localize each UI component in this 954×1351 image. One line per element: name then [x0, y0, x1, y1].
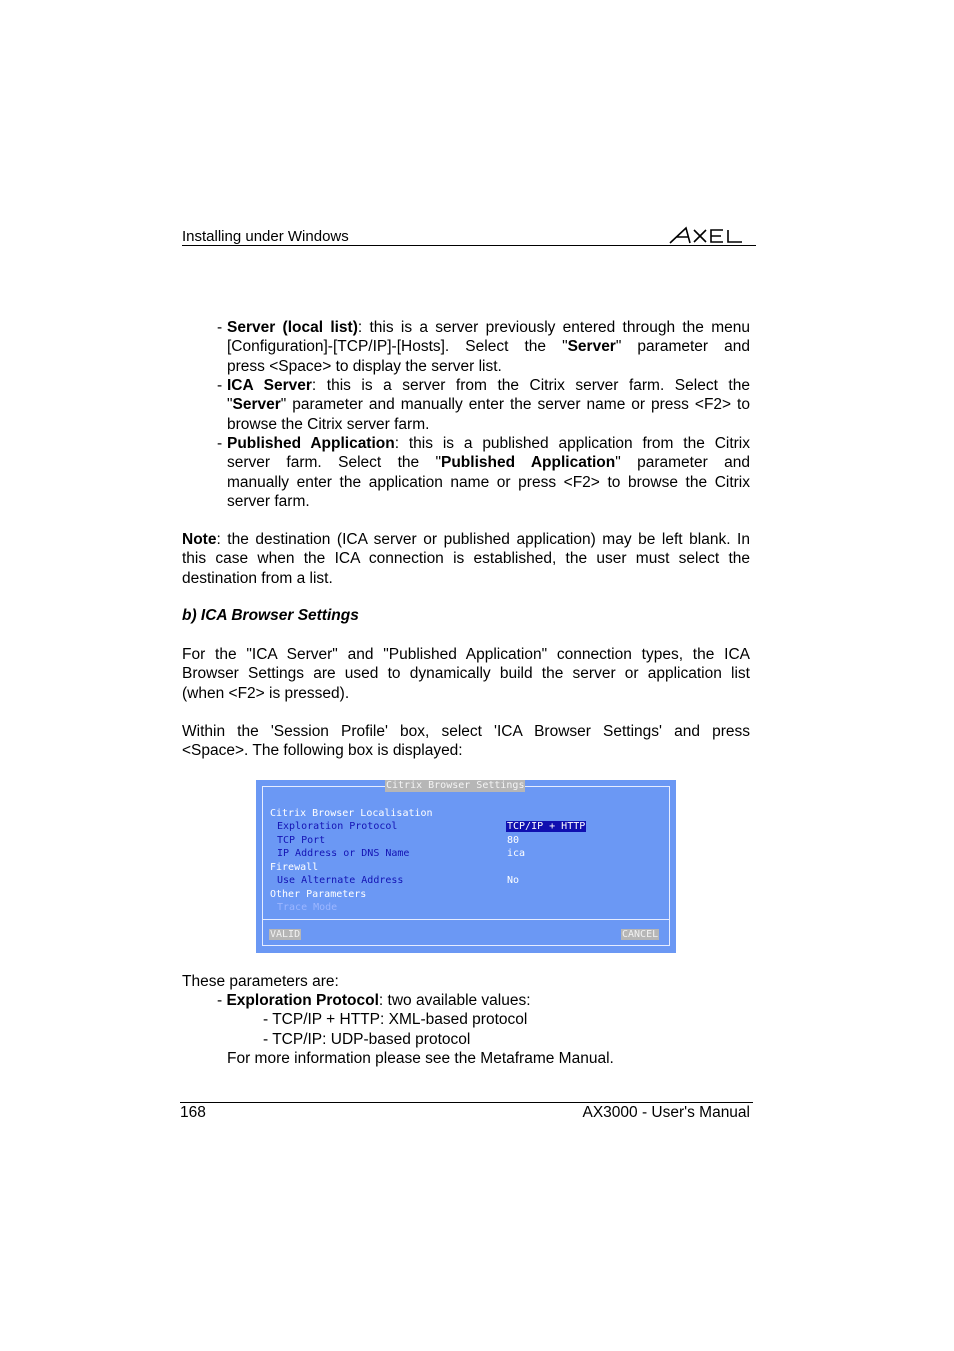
tcp-port-value[interactable]: 80 — [507, 835, 520, 846]
manual-title: AX3000 - User's Manual — [582, 1104, 750, 1121]
bullet-line: manually enter the application name or press <F2> to browse the Citrix — [227, 473, 750, 491]
running-header: Installing under Windows — [182, 228, 349, 245]
note-line: destination from a list. — [182, 569, 333, 587]
paragraph-browser-settings: For the "ICA Server" and "Published Application" connection types, the ICA Browser Settings are used to dynamically build the server or application list (when <F2> is pressed). — [182, 646, 750, 702]
bullet-line: browse the Citrix server farm. — [227, 415, 430, 433]
more-info: For more information please see the Metaframe Manual. — [227, 1050, 614, 1067]
alternate-address-value[interactable]: No — [507, 875, 520, 886]
tcp-port-label[interactable]: TCP Port — [277, 835, 326, 846]
alternate-address-label[interactable]: Use Alternate Address — [277, 875, 404, 886]
value-tcpip: - TCP/IP: UDP-based protocol — [263, 1031, 471, 1048]
trace-mode-label: Trace Mode — [277, 902, 338, 913]
parameters-intro: These parameters are: — [182, 973, 339, 990]
footer-rule — [180, 1102, 753, 1103]
bullet-line: Published Application: this is a published application from the Citrix — [227, 435, 750, 452]
exploration-protocol-label[interactable]: Exploration Protocol — [277, 821, 398, 832]
note-label: Note — [182, 531, 217, 548]
exploration-protocol-value[interactable]: TCP/IP + HTTP — [507, 821, 586, 832]
dialog-separator — [262, 919, 670, 920]
section-firewall: Firewall — [270, 862, 319, 873]
bullet-ica-server: - ICA Server: this is a server from the Citrix server farm. Select the "Server" parameter and manually enter the server name or press <F2> to browse the Citrix server farm. — [217, 377, 750, 433]
bullet-body — [227, 434, 750, 512]
ip-address-value[interactable]: ica — [507, 848, 526, 859]
bullet-line: server farm. — [227, 493, 310, 511]
header-rule — [182, 245, 756, 246]
cancel-button[interactable]: CANCEL — [622, 929, 659, 940]
bullet-line: [Configuration]-[TCP/IP]-[Hosts]. Select the "Server" parameter and — [227, 338, 750, 356]
paragraph-session-profile: Within the 'Session Profile' box, select 'ICA Browser Settings' and press <Space>. The following box is displayed: — [182, 723, 750, 760]
bullet-line: server farm. Select the "Published Application" parameter and — [227, 454, 750, 472]
bullet-server-local-list: - Server (local list): this is a server previously entered through the menu [Configuration]-[TCP/IP]-[Hosts]. Select the "Server" parameter and press <Space> to display the server list. — [217, 319, 750, 375]
page-number: 168 — [180, 1104, 206, 1121]
bullet-body — [227, 318, 750, 376]
exploration-protocol-item: - Exploration Protocol: two available values: — [217, 992, 531, 1009]
ip-address-label[interactable]: IP Address or DNS Name — [277, 848, 410, 859]
bullet-body — [227, 376, 750, 434]
section-localisation: Citrix Browser Localisation — [270, 808, 433, 819]
citrix-browser-settings-dialog — [256, 780, 676, 953]
bullet-line: press <Space> to display the server list. — [227, 357, 502, 375]
note-paragraph — [182, 530, 750, 588]
axel-logo — [668, 224, 758, 246]
bullet-line: ICA Server: this is a server from the Citrix server farm. Select the — [227, 377, 750, 394]
dialog-title: Citrix Browser Settings — [386, 780, 525, 791]
bullet-line: Server (local list): this is a server previously entered through the menu — [227, 319, 750, 336]
bullet-line: "Server" parameter and manually enter the server name or press <F2> to — [227, 396, 750, 414]
bullet-published-application: - Published Application: this is a published application from the Citrix server farm. Select the "Published Application" parameter and manually enter the application name or press <F2> to browse the Citrix server farm. — [217, 435, 750, 511]
value-tcpip-http: - TCP/IP + HTTP: XML-based protocol — [263, 1011, 528, 1028]
section-heading: b) ICA Browser Settings — [182, 607, 359, 624]
section-other-parameters: Other Parameters — [270, 889, 367, 900]
valid-button[interactable]: VALID — [270, 929, 301, 940]
note-line: Note: the destination (ICA server or published application) may be left blank. In — [182, 531, 750, 548]
note-line: this case when the ICA connection is established, the user must select the — [182, 550, 750, 568]
